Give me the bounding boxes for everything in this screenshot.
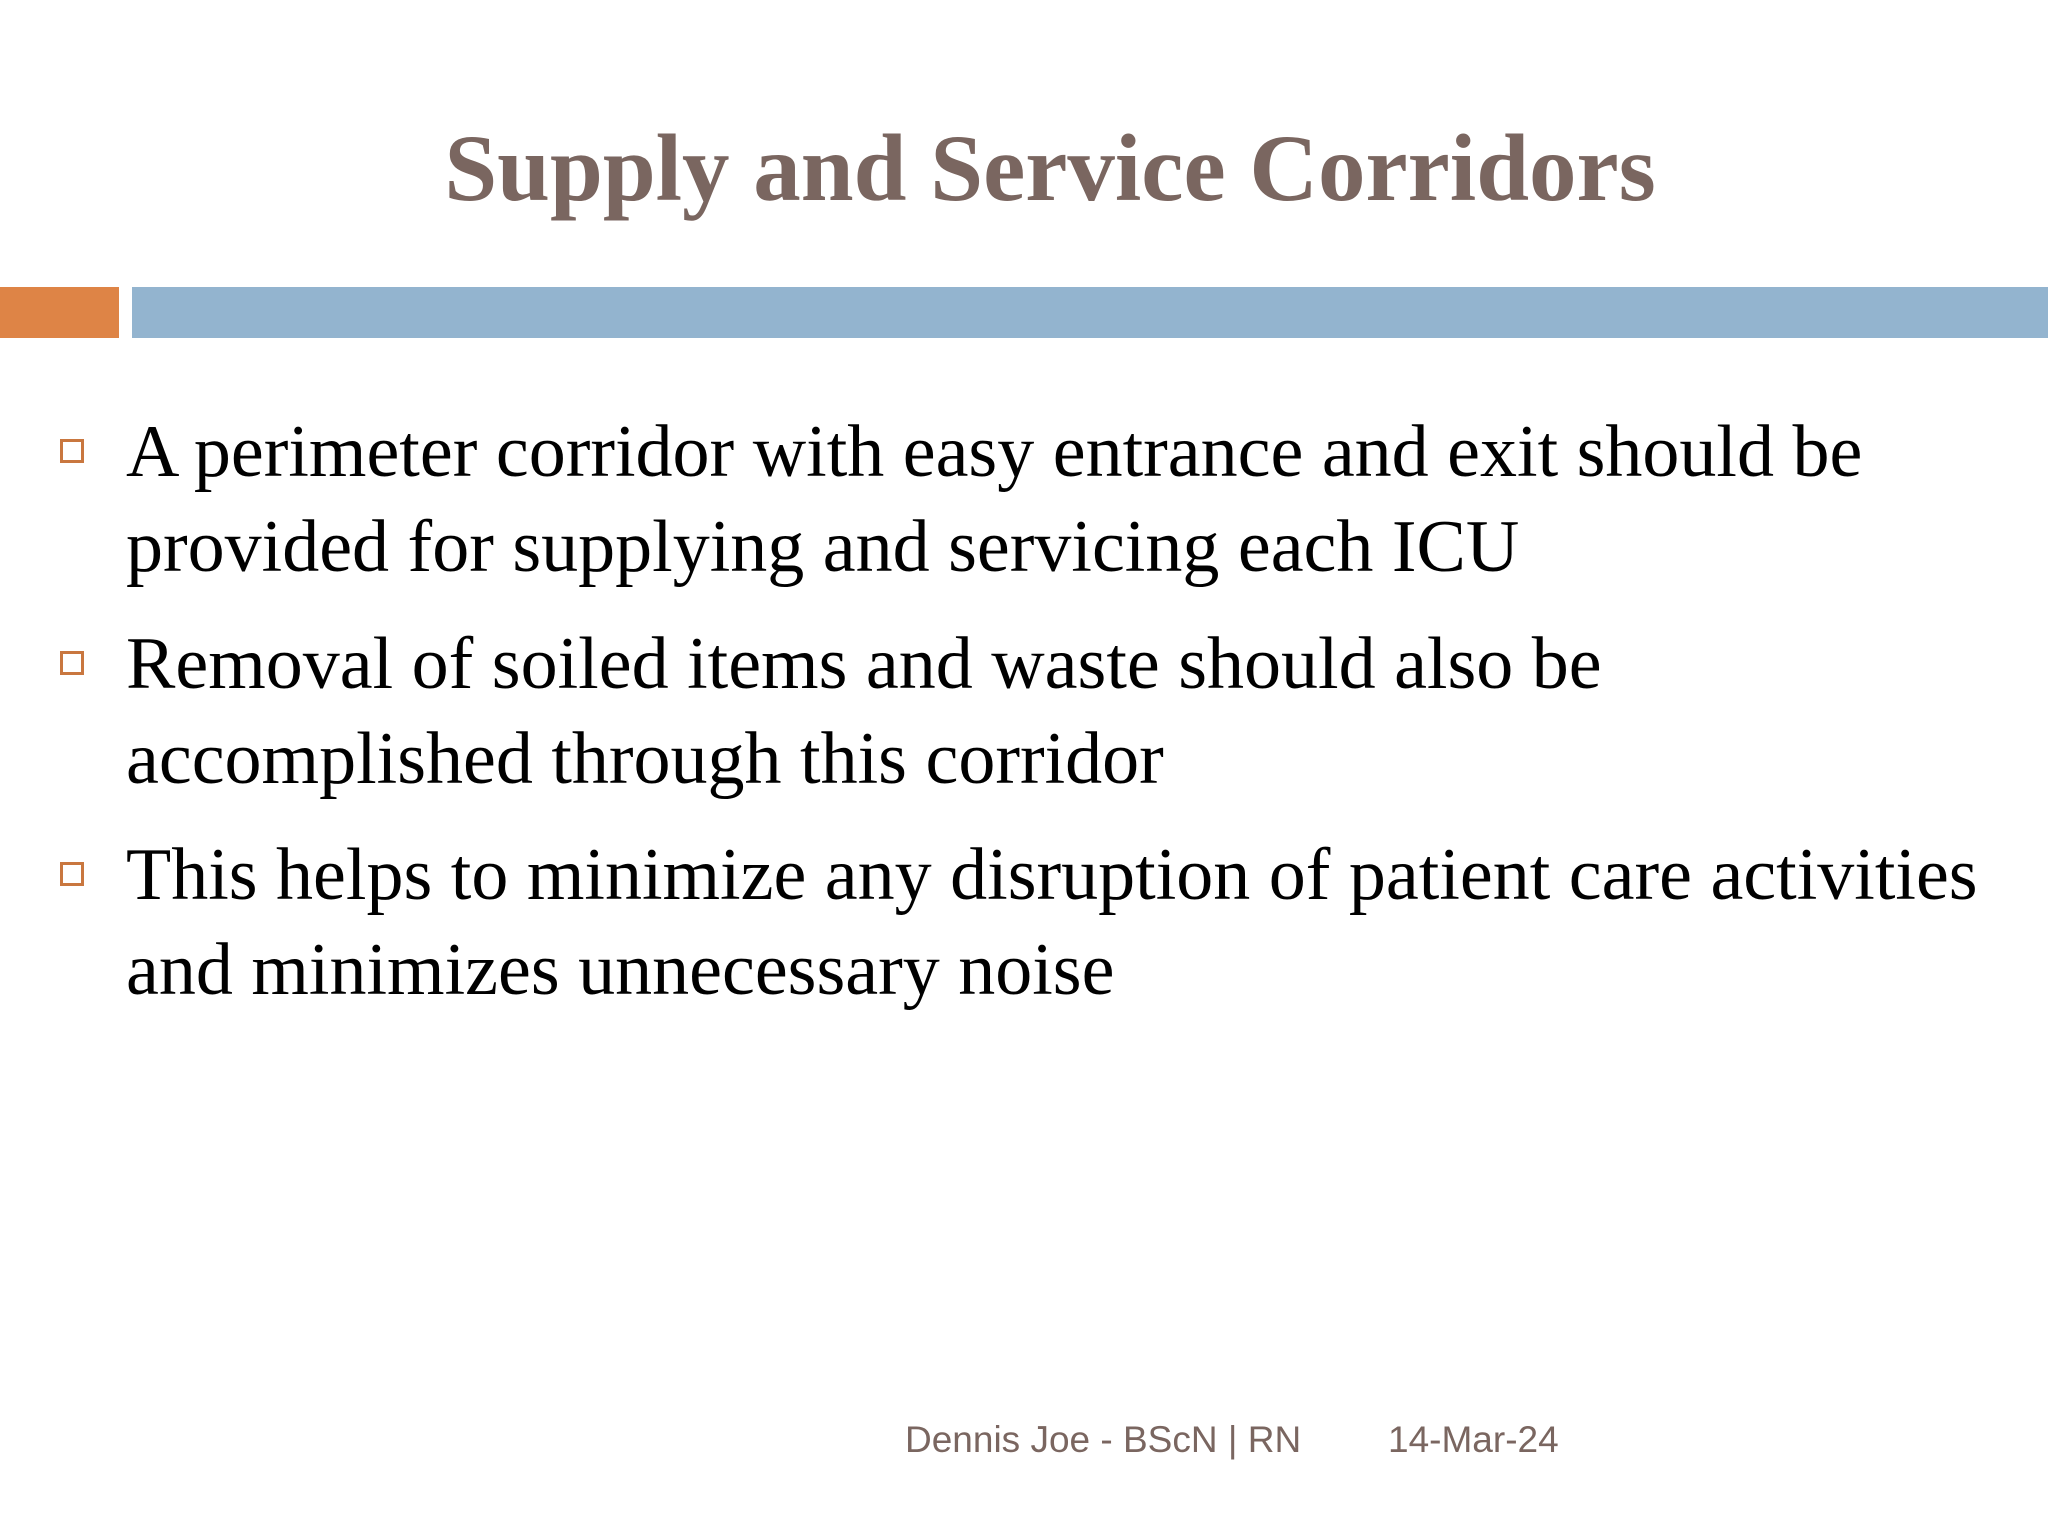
hollow-square-icon bbox=[60, 862, 84, 886]
slide-title: Supply and Service Corridors bbox=[444, 115, 1656, 221]
hollow-square-icon bbox=[60, 651, 84, 675]
title-accent-bar bbox=[0, 287, 119, 338]
bullet-text: Removal of soiled items and waste should also be accomplished through this corridor bbox=[126, 623, 1602, 800]
title-divider-bar bbox=[132, 287, 2048, 338]
bullet-text: A perimeter corridor with easy entrance and exit should be provided for supplying and servicing each ICU bbox=[126, 411, 1863, 588]
hollow-square-icon bbox=[60, 439, 84, 463]
bullet-text: This helps to minimize any disruption of patient care activities and minimizes unnecessary noise bbox=[126, 834, 1978, 1011]
footer-date: 14-Mar-24 bbox=[1388, 1419, 1559, 1460]
footer-author: Dennis Joe - BScN | RN bbox=[905, 1419, 1302, 1460]
